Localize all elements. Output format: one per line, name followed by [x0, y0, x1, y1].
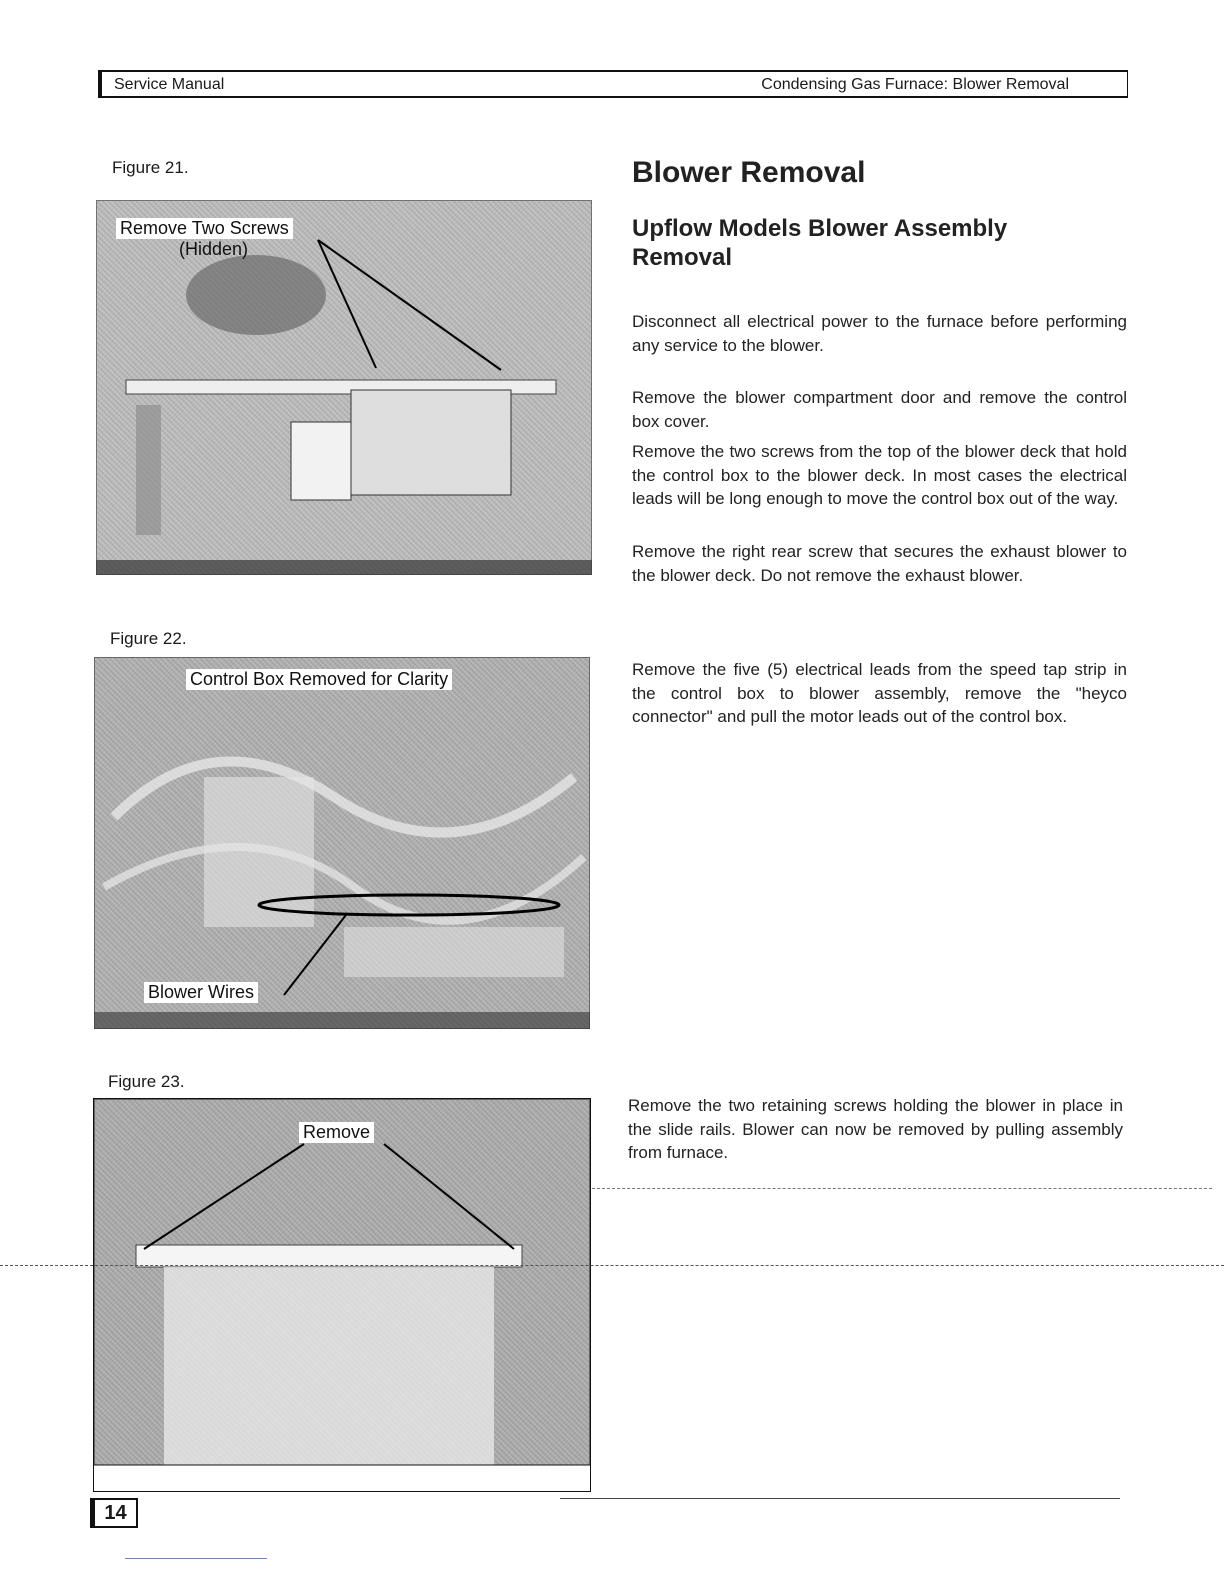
figure-21-callout-line2: (Hidden) — [179, 239, 249, 259]
divider-scan-line — [0, 1265, 1224, 1266]
scan-artifact-line — [125, 1558, 267, 1559]
header-manual-title: Service Manual — [114, 76, 225, 93]
paragraph-retaining-screws: Remove the two retaining screws holding the blower in place in the slide rails. Blower can now be removed by pulling assembly from furnace. — [628, 1096, 1123, 1162]
figure-22-callout-bottom: Blower Wires — [144, 982, 258, 1003]
figure-21-callout-line1: Remove Two Screws — [116, 218, 293, 239]
page-number: 14 — [90, 1498, 138, 1528]
header-section-title: Condensing Gas Furnace: Blower Removal — [761, 76, 1069, 93]
figure-23-photo — [93, 1098, 591, 1492]
figure-23-drawing — [94, 1099, 590, 1491]
section-subtitle: Upflow Models Blower Assembly Removal — [632, 215, 1008, 271]
figure-23-callout: Remove — [299, 1122, 374, 1143]
paragraph-remove-door: Remove the blower compartment door and remove the control box cover. — [632, 388, 1127, 431]
figure-23-label: Figure 23. — [108, 1072, 185, 1091]
paragraph-electrical-leads: Remove the five (5) electrical leads from the speed tap strip in the control box to blower assembly, remove the "heyco connector" and pull the motor leads out of the control box. — [632, 660, 1127, 726]
figure-22-callout-top: Control Box Removed for Clarity — [186, 669, 452, 690]
paragraph-exhaust-blower: Remove the right rear screw that secures the exhaust blower to the blower deck. Do not remove the exhaust blower. — [632, 542, 1127, 585]
running-header — [98, 70, 1128, 98]
figure-22-label: Figure 22. — [110, 629, 187, 648]
section-title: Blower Removal — [632, 156, 866, 189]
paragraph-disconnect-power: Disconnect all electrical power to the furnace before performing any service to the blower. — [632, 312, 1127, 355]
divider-dashed — [592, 1188, 1212, 1189]
figure-21-drawing — [96, 200, 592, 575]
figure-21-photo — [96, 200, 592, 575]
paragraph-remove-screws: Remove the two screws from the top of the blower deck that hold the control box to the blower deck. In most cases the electrical leads will be long enough to move the control box out of the way. — [632, 442, 1127, 508]
figure-21-label: Figure 21. — [112, 158, 189, 177]
figure-22-drawing — [94, 657, 590, 1029]
footer-rule — [560, 1498, 1120, 1499]
figure-22-photo — [94, 657, 590, 1029]
